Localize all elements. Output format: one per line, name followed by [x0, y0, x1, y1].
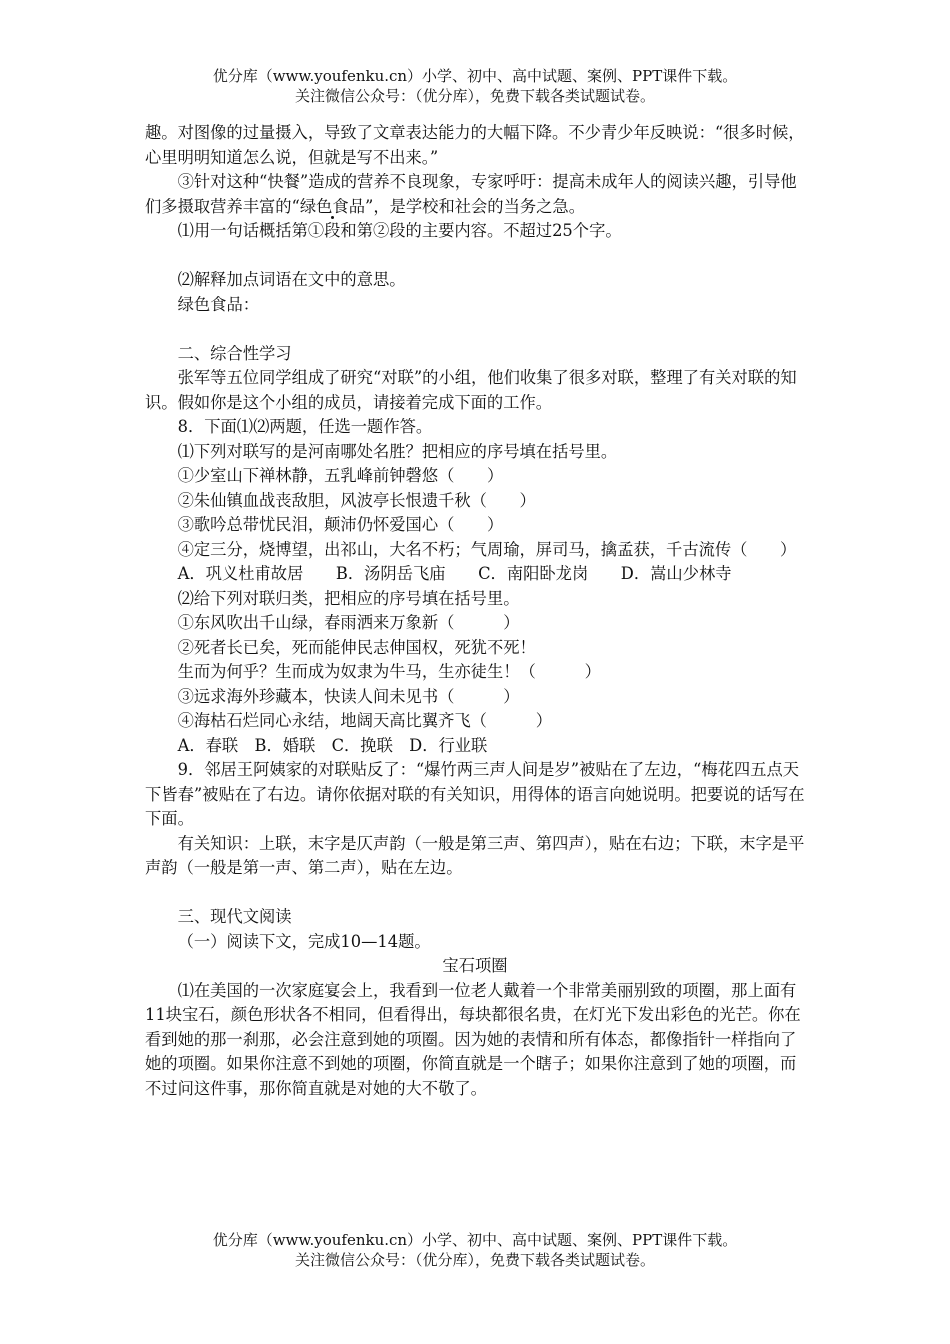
couplet-8-1-a: ①少室山下禅林静，五乳峰前钟磬悠（ ）: [177, 466, 504, 485]
couplet-8-1-b: ②朱仙镇血战丧敌胆，风波亭长恨遗千秋（ ）: [177, 490, 536, 510]
section-2-intro: 张军等五位同学组成了研究“对联”的小组，他们收集了很多对联，整理了有关对联的知识。假如你是这个小组的成员，请接着完成下面的工作。: [145, 368, 797, 412]
question-2-answer: 绿色食品：: [177, 294, 260, 314]
page-header: [0, 66, 950, 106]
paragraph-3-end: ”，是学校和社会的当务之急。: [365, 196, 585, 216]
couplet-8-2-a: ①东风吹出千山绿，春雨洒来万象新（ ）: [177, 613, 520, 632]
couplet-8-2-b2: 生而为何乎？生而成为奴隶为牛马，生亦徒生！（ ）: [177, 662, 601, 681]
paragraph-continued: 趣。对图像的过量摄入，导致了文章表达能力的大幅下降。不少青少年反映说：“很多时候，心里明明知道怎么说，但就是写不出来。”: [145, 123, 805, 167]
question-8: 8．下面⑴⑵两题，任选一题作答。: [177, 417, 433, 436]
options-8-2: A．春联 B．婚联 C．挽联 D．行业联: [177, 735, 488, 755]
question-8-1: ⑴下列对联写的是河南哪处名胜？把相应的序号填在括号里。: [177, 441, 618, 461]
couplet-8-2-b1: ②死者长已矣，死而能伸民志伸国权，死犹不死！: [177, 637, 536, 657]
dotted-term: 绿色食品: [299, 196, 365, 216]
section-3-subtitle: （一）阅读下文，完成10—14题。: [177, 931, 431, 951]
paragraph-3-text: ③针对这种“快餐”造成的营养不良现象，专家呼吁：提高未成年人的阅读兴趣，引导他们多摄取营养丰富的“: [145, 172, 797, 216]
header-line-1: 优分库（www.youfenku.cn）小学、初中、高中试题、案例、PPT课件下载。: [212, 67, 738, 85]
page-footer: [0, 1230, 950, 1270]
section-2-title: 二、综合性学习: [177, 343, 292, 363]
question-9-knowledge: 有关知识：上联，末字是仄声韵（一般是第三声、第四声），贴在右边；下联，末字是平声韵（一般是第一声、第二声），贴在左边。: [145, 833, 805, 877]
question-2: ⑵解释加点词语在文中的意思。: [177, 270, 406, 289]
article-paragraph-1: ⑴在美国的一次家庭宴会上，我看到一位老人戴着一个非常美丽别致的项圈，那上面有11块宝石，颜色形状各不相同，但看得出，每块都很名贵，在灯光下发出彩色的光芒。你在看到她的那一刹那，必会注意到她的项圈。因为她的表情和所有体态，都像指针一样指向了她的项圈。如果你注意不到她的项圈，你简直就是一个瞎子；如果你注意到了她的项圈，而不过问这件事，那你简直就是对她的大不敬了。: [145, 980, 801, 1098]
question-1: ⑴用一句话概括第①段和第②段的主要内容。不超过25个字。: [177, 221, 622, 240]
couplet-8-1-d: ④定三分，烧博望，出祁山，大名不朽；气周瑜，屏司马，擒孟获，千古流传（ ）: [177, 539, 797, 559]
couplet-8-2-d: ④海枯石烂同心永结，地阔天高比翼齐飞（ ）: [177, 711, 553, 730]
options-8-1: A．巩义杜甫故居 B．汤阴岳飞庙 C．南阳卧龙岗 D．嵩山少林寺: [177, 564, 732, 583]
couplet-8-2-c: ③远求海外珍藏本，快读人间未见书（ ）: [177, 686, 520, 706]
header-line-2: 关注微信公众号：（优分库），免费下载各类试题试卷。: [294, 87, 655, 105]
footer-line-1: 优分库（www.youfenku.cn）小学、初中、高中试题、案例、PPT课件下载。: [212, 1231, 738, 1249]
section-3-title: 三、现代文阅读: [177, 907, 292, 926]
article-title: 宝石项圈: [442, 956, 508, 975]
question-8-2: ⑵给下列对联归类，把相应的序号填在括号里。: [177, 588, 520, 608]
document-body: [145, 121, 805, 1101]
question-9: 9．邻居王阿姨家的对联贴反了：“爆竹两三声人间是岁”被贴在了左边，“梅花四五点天下皆春”被贴在了右边。请你依据对联的有关知识，用得体的语言向她说明。把要说的话写在下面。: [145, 760, 805, 828]
paragraph-3: [145, 170, 805, 219]
footer-line-2: 关注微信公众号：（优分库），免费下载各类试题试卷。: [294, 1251, 655, 1269]
couplet-8-1-c: ③歌吟总带忧民泪，颠沛仍怀爱国心（ ）: [177, 515, 504, 534]
